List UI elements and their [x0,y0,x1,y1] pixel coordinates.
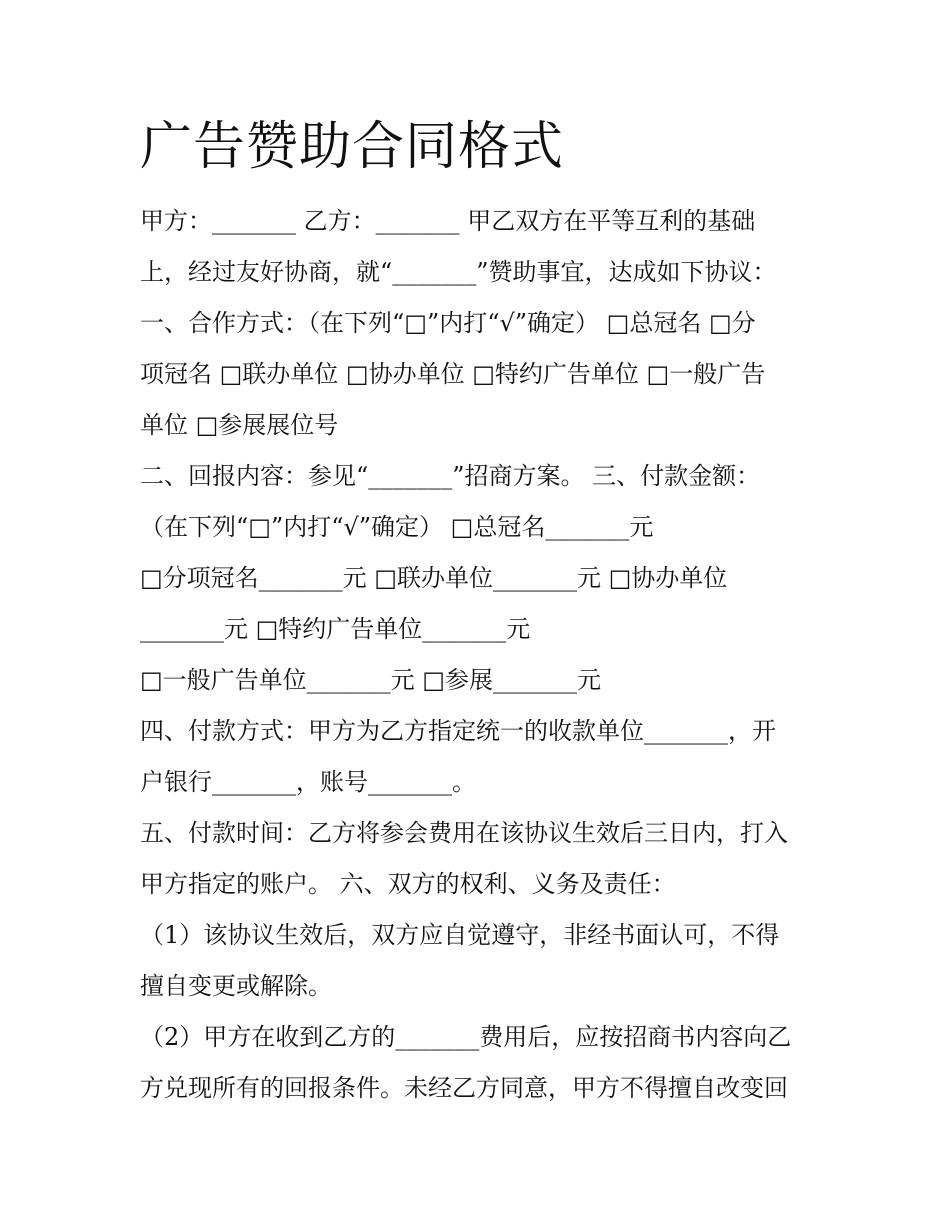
text-line-4: 项冠名 □联办单位 □协办单位 □特约广告单位 □一般广告 [140,360,766,388]
text-line-16: 擅自变更或解除。 [140,972,332,1000]
text-line-6: 二、回报内容：参见“_______”招商方案。 三、付款金额： [140,462,761,490]
text-line-9: _______元 □特约广告单位_______元 [140,615,531,643]
document-title: 广告赞助合同格式 [140,117,565,177]
text-line-10: □一般广告单位_______元 □参展_______元 [140,666,601,694]
text-line-8: □分项冠名_______元 □联办单位_______元 □协办单位 [140,564,728,592]
text-line-17: （2）甲方在收到乙方的_______费用后，应按招商书内容向乙 [140,1023,792,1051]
document-body [140,196,830,1114]
text-line-15: （1）该协议生效后，双方应自觉遵守，非经书面认可，不得 [140,921,780,949]
text-line-18: 方兑现所有的回报条件。未经乙方同意，甲方不得擅自改变回 [140,1074,788,1102]
text-line-11: 四、付款方式：甲方为乙方指定统一的收款单位_______，开 [140,717,776,745]
text-line-7: （在下列“□”内打“√”确定） □总冠名_______元 [140,513,654,541]
text-line-14: 甲方指定的账户。 六、双方的权利、义务及责任： [140,870,676,898]
text-line-5: 单位 □参展展位号 [140,411,339,439]
text-line-3: 一、合作方式：（在下列“□”内打“√”确定） □总冠名 □分 [140,309,756,337]
text-line-2: 上，经过友好协商，就“_______”赞助事宜，达成如下协议： [140,258,777,286]
text-line-13: 五、付款时间：乙方将参会费用在该协议生效后三日内，打入 [140,819,788,847]
text-line-1: 甲方：_______ 乙方：_______ 甲乙双方在平等互利的基础 [140,207,756,235]
text-line-12: 户银行_______，账号_______。 [140,768,476,796]
